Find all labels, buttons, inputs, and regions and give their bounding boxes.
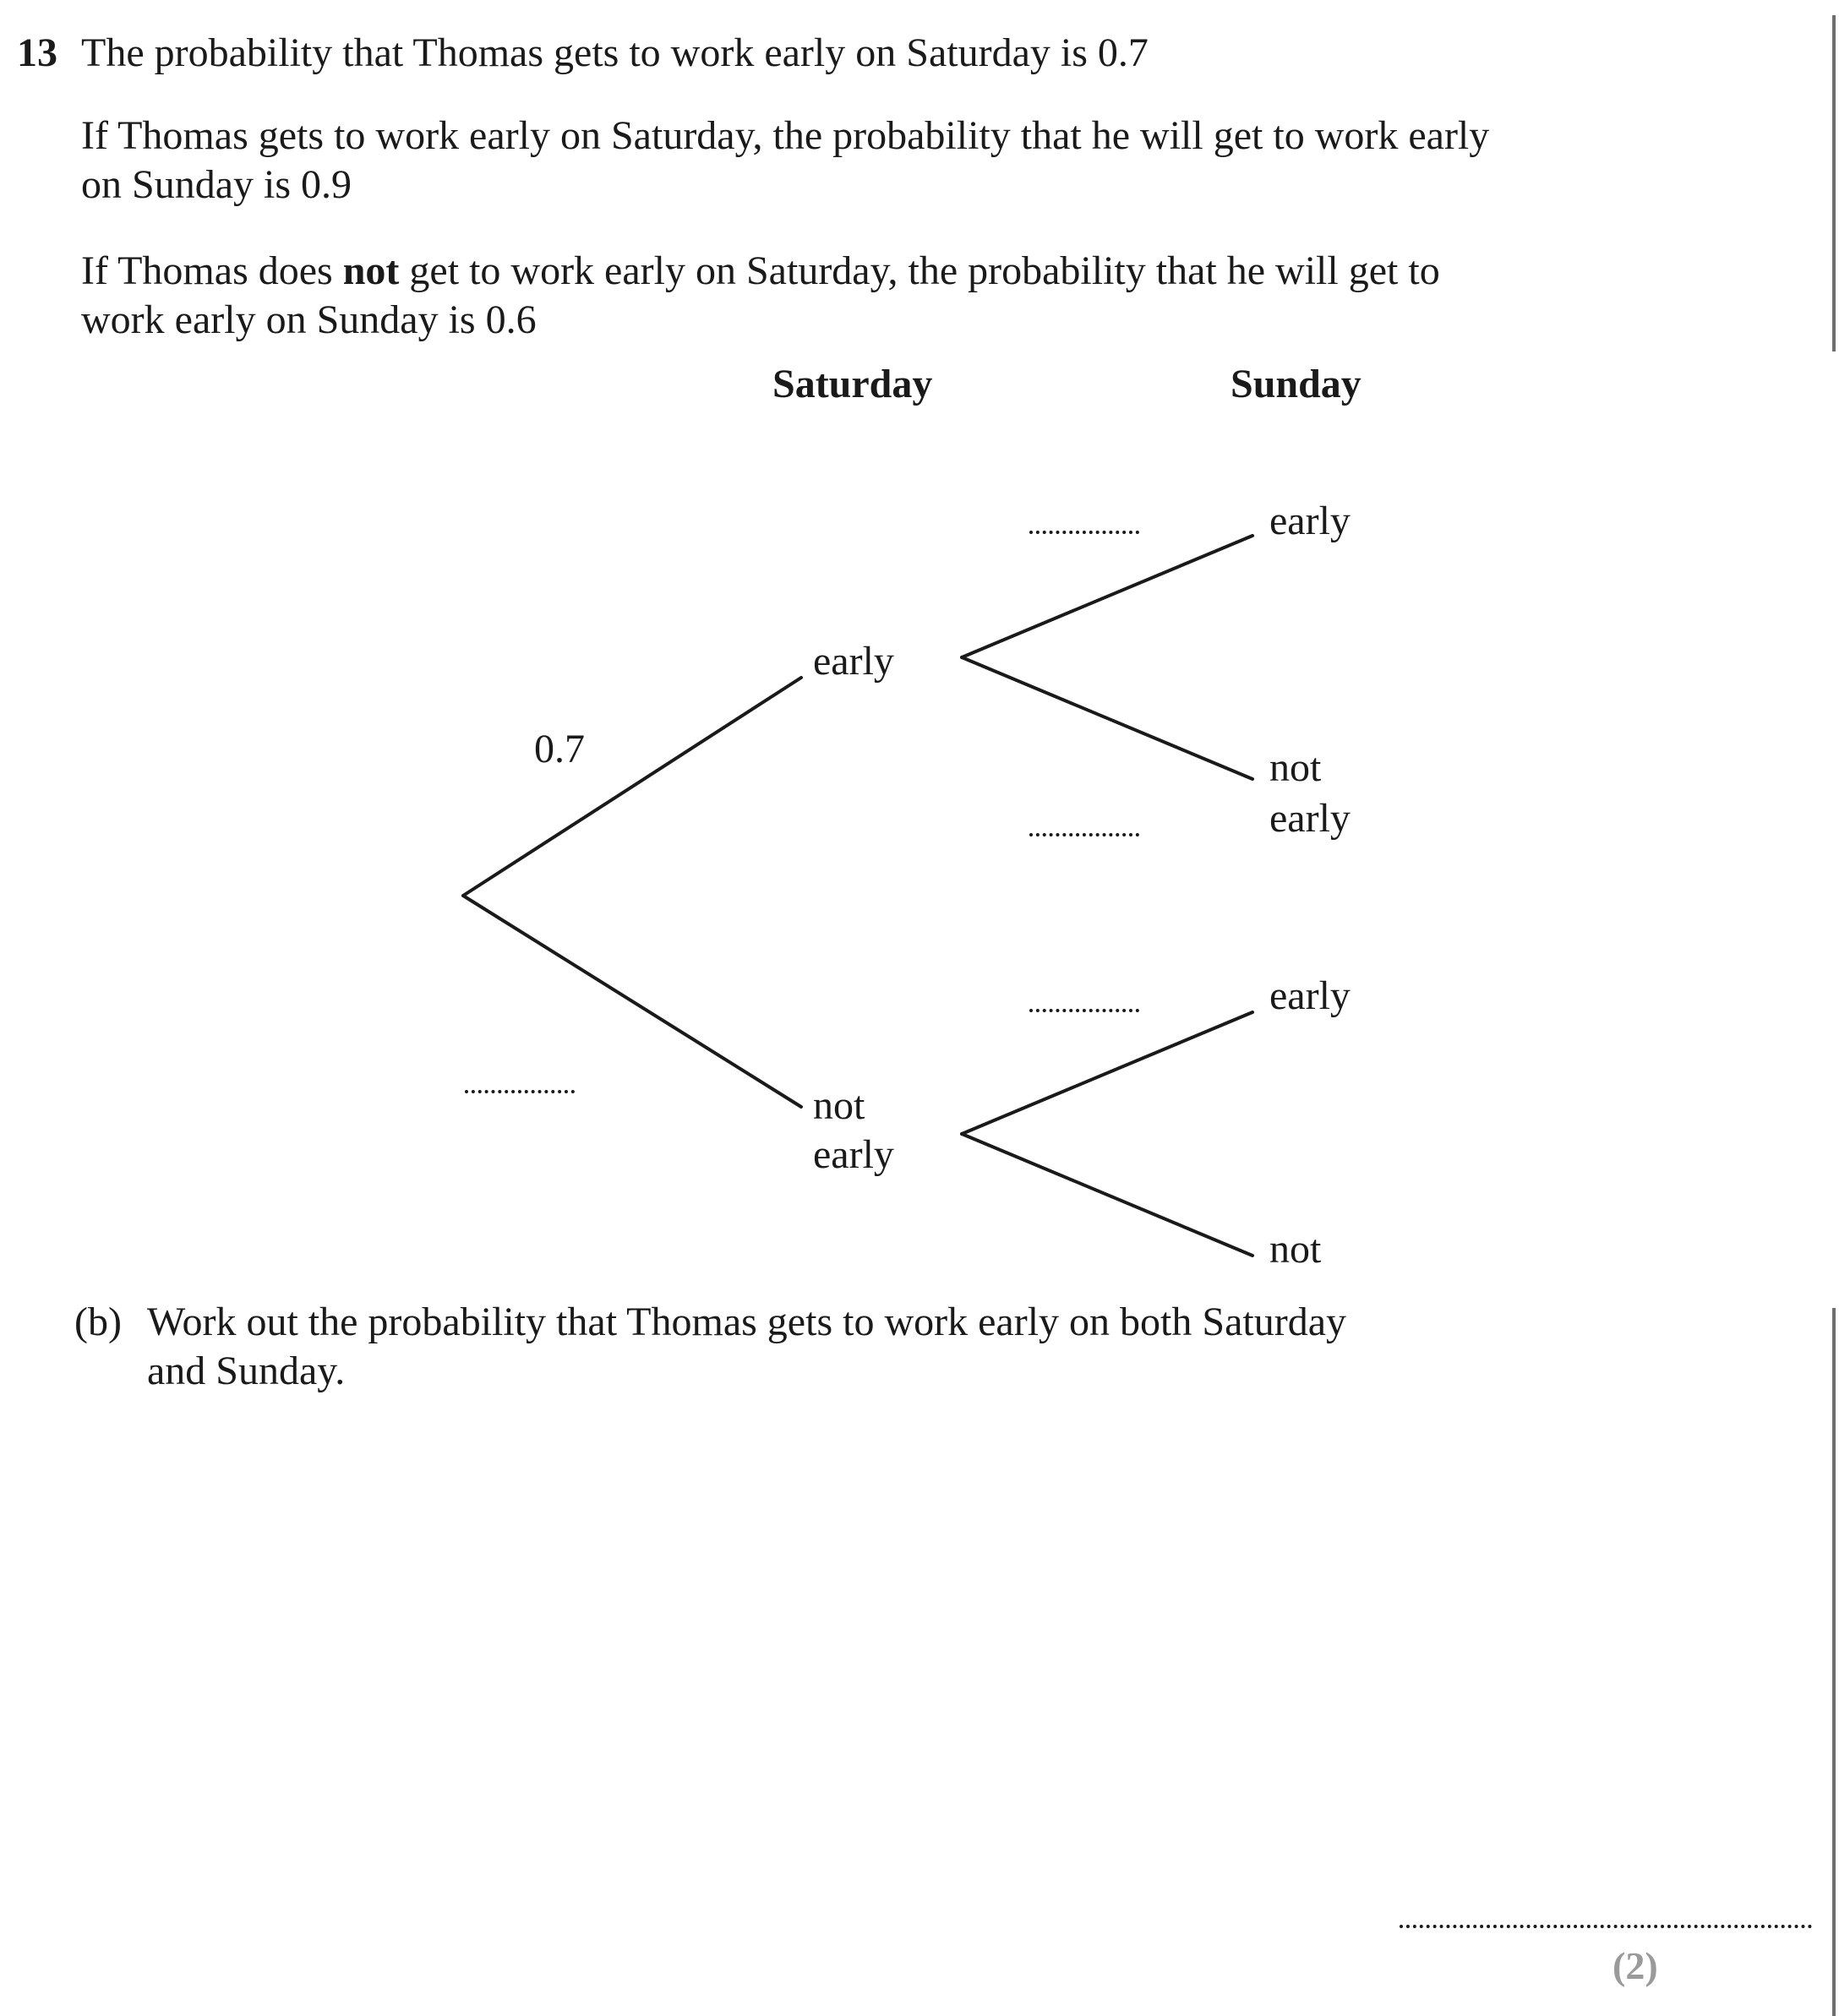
outcome-sunday-early-1: early [1269, 499, 1351, 543]
branch-saturday-early [463, 678, 801, 896]
question-paragraph-3-line-2: work early on Sunday is 0.6 [81, 297, 537, 342]
paragraph-3-prefix: If Thomas does [81, 248, 343, 293]
part-b-line-2: and Sunday. [147, 1349, 346, 1393]
answer-blank-sunday-not-early-after-early[interactable] [1029, 833, 1139, 836]
header-saturday: Saturday [772, 362, 933, 406]
branch-sunday-early-after-not-early [962, 1012, 1252, 1134]
outcome-sunday-not-2-line-1: not [1269, 1227, 1322, 1272]
branch-sunday-not-early-after-early [962, 657, 1252, 779]
marks-indicator: (2) [1613, 1944, 1658, 1987]
outcome-sunday-not-1-line-1: not [1269, 745, 1322, 790]
paragraph-3-suffix: get to work early on Saturday, the probability that he will get to [399, 248, 1440, 293]
part-b-line-1: Work out the probability that Thomas gets to work early on both Saturday [147, 1300, 1346, 1344]
header-sunday: Sunday [1231, 362, 1362, 406]
probability-saturday-early: 0.7 [534, 727, 585, 771]
answer-blank-sunday-early-after-early[interactable] [1029, 531, 1139, 534]
branch-saturday-not-early [463, 896, 801, 1107]
branch-sunday-early-after-early [962, 536, 1252, 657]
question-paragraph-2-line-2: on Sunday is 0.9 [81, 162, 352, 207]
question-intro: The probability that Thomas gets to work early on Saturday is 0.7 [81, 30, 1149, 75]
answer-line-part-b[interactable] [1400, 1925, 1812, 1928]
outcome-sunday-not-1-line-2: early [1269, 796, 1351, 841]
outcome-sunday-early-2: early [1269, 973, 1351, 1018]
outcome-saturday-not-line-1: not [813, 1083, 865, 1128]
outcome-saturday-early: early [813, 639, 894, 684]
outcome-saturday-not-line-2: early [813, 1132, 894, 1177]
answer-blank-sunday-early-after-not-early[interactable] [1029, 1009, 1139, 1012]
answer-blank-saturday-not-early[interactable] [465, 1090, 575, 1093]
paragraph-3-bold-not: not [342, 248, 400, 293]
question-number: 13 [17, 30, 57, 75]
branch-sunday-not-early-after-not-early [962, 1134, 1252, 1256]
margin-rule-bottom [1832, 1308, 1836, 2016]
part-b-label: (b) [74, 1300, 122, 1344]
question-paragraph-2-line-1: If Thomas gets to work early on Saturday, the probability that he will get to work early [81, 113, 1490, 158]
